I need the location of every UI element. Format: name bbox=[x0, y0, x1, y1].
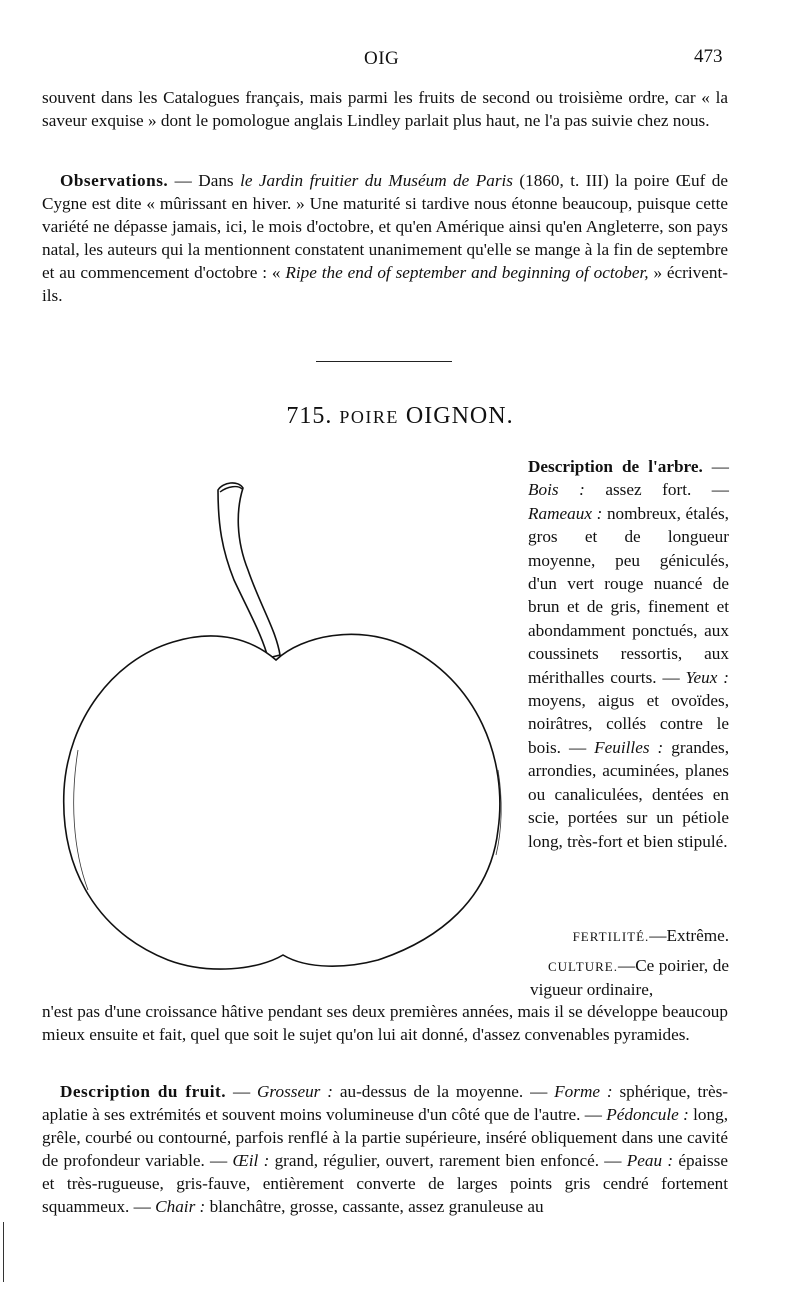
tree-heading: Description de l'arbre. bbox=[528, 457, 703, 476]
fertility-line bbox=[530, 924, 729, 948]
culture-label: CULTURE. bbox=[548, 959, 618, 974]
peau-text: épaisse et très-rugueuse, gris-fauve, entièrement converte de larges points gris cendré fortement squammeux. — bbox=[42, 1151, 729, 1216]
feuilles-text: grandes, arrondies, acuminées, planes ou canaliculées, dentées en scie, portées sur un pétiole long, très-fort et bien stipulé. bbox=[528, 737, 730, 851]
fertility-label: FERTILITÉ. bbox=[572, 929, 650, 944]
oeil-text: grand, régulier, ouvert, rarement bien enfoncé. — bbox=[269, 1151, 627, 1170]
section-divider bbox=[316, 361, 452, 362]
entry-title bbox=[0, 403, 800, 430]
bois-text: assez fort. — bbox=[584, 480, 729, 500]
pedoncule-text: long, grêle, courbé ou contourné, parfois renflé à la partie supérieure, inséré obliquement dans une cavité de profondeur variable. — bbox=[42, 1105, 728, 1170]
fruit-description bbox=[42, 1080, 728, 1218]
english-quote: Ripe the end of september and beginning of october, bbox=[285, 263, 649, 282]
oeil-label: Œil : bbox=[232, 1151, 270, 1170]
tree-dash: — bbox=[702, 457, 729, 476]
fertility-value: —Extrême. bbox=[649, 926, 729, 945]
page-number: 473 bbox=[694, 46, 723, 67]
chair-text: blanchâtre, grosse, cassante, assez granuleuse au bbox=[205, 1197, 544, 1216]
source-title: le Jardin fruitier du Muséum de Paris bbox=[240, 171, 513, 190]
yeux-text: moyens, aigus et ovoïdes, noirâtres, collés contre le bois. — bbox=[528, 691, 729, 757]
fruit-heading: Description du fruit. bbox=[60, 1082, 227, 1101]
entry-number: 715. bbox=[286, 403, 333, 429]
grosseur-text: au-dessus de la moyenne. — bbox=[332, 1082, 555, 1101]
observations-paragraph bbox=[42, 169, 728, 307]
forme-label: Forme : bbox=[554, 1082, 613, 1101]
chair-label: Chair : bbox=[155, 1197, 206, 1216]
observations-text-2: (1860, t. III) la poire Œuf de Cygne est dite « mûrissant en hiver. » Une maturité si tardive nous étonne beaucoup, puisque cette variété ne dépasse jamais, ici, le mois d'octobre, et qu'en Amérique ainsi qu'en Angleterre, son pays natal, les auteurs qui la mentionnent constatent unanimement qu'elle se mange à la fin de septembre et au commencement d'octobre : « bbox=[42, 171, 729, 282]
observations-label: Observations. bbox=[60, 171, 169, 190]
culture-continuation: n'est pas d'une croissance hâtive pendant ses deux premières années, mais il se développe beaucoup mieux ensuite et fait, quel que soit le sujet qu'on lui ait donné, d'assez convenables pyramides. bbox=[42, 1002, 728, 1044]
pear-outline bbox=[64, 634, 500, 969]
entry-prefix: POIRE bbox=[339, 407, 399, 427]
culture-line bbox=[530, 954, 729, 1001]
culture-text-a: —Ce poirier, de vigueur ordinaire, bbox=[530, 956, 729, 999]
pear-illustration bbox=[58, 470, 518, 990]
feuilles-label: Feuilles : bbox=[594, 737, 664, 757]
rameaux-text: nombreux, étalés, gros et de longueur moyenne, peu géniculés, d'un vert rouge nuancé de brun et de gris, finement et abondamment ponctués, aux coussinets ressortis, aux mérithalles courts. — bbox=[528, 503, 729, 687]
bois-label: Bois : bbox=[528, 480, 585, 500]
entry-name: OIGNON. bbox=[405, 403, 514, 429]
pear-stem bbox=[218, 483, 280, 658]
fruit-dash: — bbox=[226, 1082, 258, 1101]
scan-edge-mark bbox=[3, 1222, 4, 1282]
grosseur-label: Grosseur : bbox=[257, 1082, 333, 1101]
tree-description bbox=[528, 455, 729, 853]
intro-paragraph: souvent dans les Catalogues français, mais parmi les fruits de second ou troisième ordre, car « la saveur exquise » dont le pomologue anglais Lindley parlait plus haut, ne l'a pas suivie chez nous. bbox=[42, 88, 728, 130]
yeux-label: Yeux : bbox=[685, 667, 729, 687]
peau-label: Peau : bbox=[626, 1151, 674, 1170]
observations-text-3: » écrivent-ils. bbox=[42, 263, 729, 305]
running-header: OIG bbox=[364, 48, 400, 69]
pedoncule-label: Pédoncule : bbox=[606, 1105, 689, 1124]
rameaux-label: Rameaux : bbox=[528, 503, 603, 523]
observations-text-1: — Dans bbox=[168, 171, 241, 190]
forme-text: sphérique, très-aplatie à ses extrémités et souvent moins volumineuse d'un côté que de l'autre. — bbox=[42, 1082, 729, 1124]
